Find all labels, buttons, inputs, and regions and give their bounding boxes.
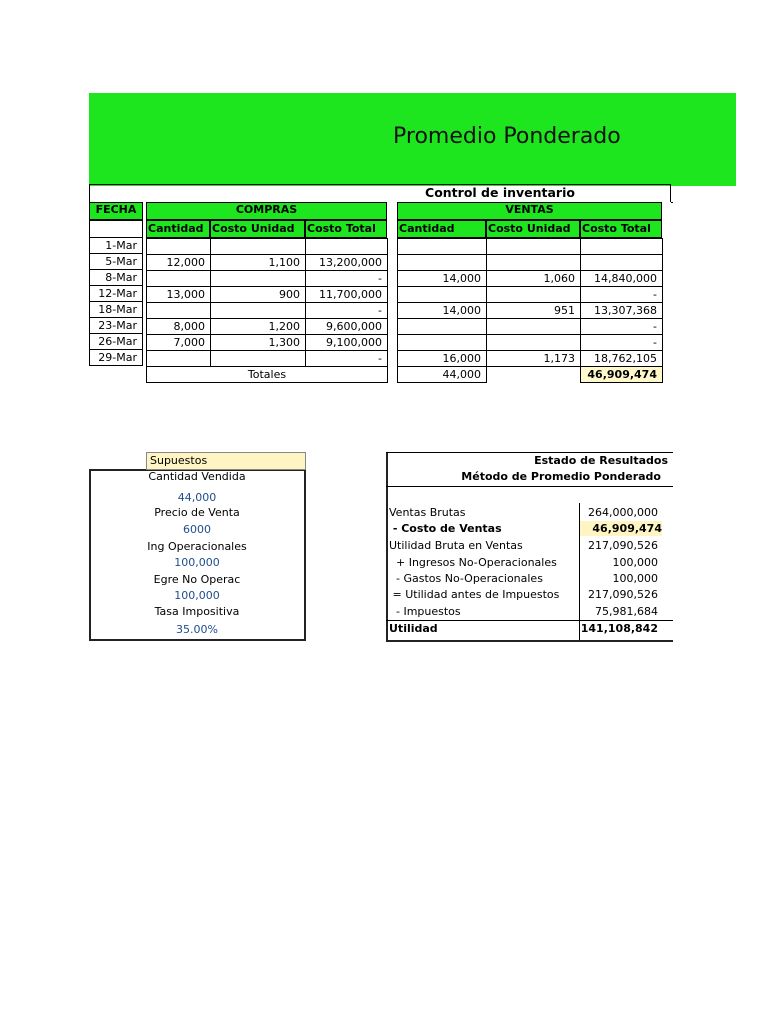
cell — [581, 239, 663, 255]
utilidad-rule — [386, 620, 673, 621]
table-row — [147, 255, 388, 271]
cell: - — [581, 319, 663, 335]
cell — [487, 287, 581, 303]
table-row — [398, 351, 663, 367]
supuesto-value: 44,000 — [177, 491, 217, 504]
cell: 900 — [211, 287, 306, 303]
cell — [147, 303, 211, 319]
fecha-cell: 1-Mar — [90, 238, 143, 254]
estado-line-label: Ventas Brutas — [389, 506, 466, 519]
cell: 13,000 — [147, 287, 211, 303]
estado-line-label: - Gastos No-Operacionales — [389, 572, 543, 585]
cell — [487, 319, 581, 335]
cell: - — [306, 351, 388, 367]
supuesto-label: Ing Operacionales — [147, 540, 247, 553]
compras-costo-total-header: Costo Total — [305, 220, 387, 238]
inventory-heading: Control de inventario — [89, 184, 671, 202]
cell — [211, 351, 306, 367]
fecha-cell: 8-Mar — [90, 270, 143, 286]
cell — [398, 239, 487, 255]
supuestos-header: Supuestos — [146, 452, 306, 470]
estado-line-value: 75,981,684 — [595, 605, 658, 618]
cell — [211, 303, 306, 319]
cell — [147, 239, 211, 255]
cell: 951 — [487, 303, 581, 319]
supuesto-label: Tasa Impositiva — [154, 605, 240, 618]
cell: 1,060 — [487, 271, 581, 287]
estado-line-value: 217,090,526 — [588, 539, 658, 552]
supuesto-value: 35.00% — [176, 623, 218, 636]
table-row — [147, 271, 388, 287]
page-title: Promedio Ponderado — [393, 124, 621, 149]
supuesto-value: 6000 — [183, 523, 211, 536]
cell — [147, 271, 211, 287]
cell — [306, 239, 388, 255]
estado-subtitle: Método de Promedio Ponderado — [461, 470, 661, 483]
cell — [487, 255, 581, 271]
fecha-table — [89, 220, 143, 366]
estado-line-label: - Costo de Ventas — [389, 522, 502, 535]
totales-label: Totales — [147, 367, 388, 383]
estado-line-value: 141,108,842 — [580, 622, 658, 635]
table-row — [147, 319, 388, 335]
table-row — [398, 255, 663, 271]
cell — [398, 255, 487, 271]
fecha-blank — [90, 221, 143, 238]
table-row — [147, 303, 388, 319]
estado-line-label: - Impuestos — [389, 605, 461, 618]
table-row — [147, 287, 388, 303]
cell: 9,100,000 — [306, 335, 388, 351]
table-row — [147, 239, 388, 255]
estado-line-value: 264,000,000 — [588, 506, 658, 519]
cell — [398, 335, 487, 351]
ventas-header: VENTAS — [397, 202, 662, 220]
ventas-costo-total-header: Costo Total — [580, 220, 662, 238]
estado-title: Estado de Resultados — [534, 454, 668, 467]
cell — [581, 255, 663, 271]
cell: 13,200,000 — [306, 255, 388, 271]
compras-table — [146, 238, 388, 383]
cell: 14,840,000 — [581, 271, 663, 287]
table-row — [398, 319, 663, 335]
table-row — [147, 335, 388, 351]
totales-row — [147, 367, 388, 383]
cell: 11,700,000 — [306, 287, 388, 303]
supuesto-value: 100,000 — [174, 589, 220, 602]
cell: 14,000 — [398, 271, 487, 287]
estado-line-label: Utilidad Bruta en Ventas — [389, 539, 523, 552]
fecha-cell: 29-Mar — [90, 350, 143, 366]
cell — [147, 351, 211, 367]
table-row — [398, 287, 663, 303]
estado-header-rule — [386, 486, 673, 487]
ventas-costo-unidad-header: Costo Unidad — [486, 220, 580, 238]
estado-bottom-border — [386, 640, 673, 642]
table-row — [398, 271, 663, 287]
estado-line-label: + Ingresos No-Operacionales — [389, 556, 557, 569]
compras-cantidad-header: Cantidad — [146, 220, 210, 238]
compras-header: COMPRAS — [146, 202, 387, 220]
supuesto-value: 100,000 — [174, 556, 220, 569]
cell — [487, 335, 581, 351]
cell: 16,000 — [398, 351, 487, 367]
estado-line-value: 100,000 — [612, 556, 658, 569]
cell: 14,000 — [398, 303, 487, 319]
cell: - — [581, 287, 663, 303]
cell — [487, 239, 581, 255]
cell: 9,600,000 — [306, 319, 388, 335]
estado-line-label: = Utilidad antes de Impuestos — [389, 588, 560, 601]
estado-line-label: Utilidad — [389, 622, 438, 635]
table-row — [398, 239, 663, 255]
estado-line-value: 100,000 — [612, 572, 658, 585]
cell: 1,200 — [211, 319, 306, 335]
totales-row — [398, 367, 663, 383]
heading-rule — [671, 202, 673, 203]
cell — [211, 239, 306, 255]
cell: 1,100 — [211, 255, 306, 271]
table-row — [398, 303, 663, 319]
fecha-cell: 26-Mar — [90, 334, 143, 350]
cell: 18,762,105 — [581, 351, 663, 367]
estado-title-wrap — [388, 453, 668, 468]
compras-costo-unidad-header: Costo Unidad — [210, 220, 305, 238]
supuesto-label: Precio de Venta — [154, 506, 240, 519]
cell: 13,307,368 — [581, 303, 663, 319]
supuesto-label: Egre No Operac — [153, 573, 241, 586]
cell — [398, 287, 487, 303]
cell — [211, 271, 306, 287]
cell: 1,300 — [211, 335, 306, 351]
fecha-cell: 23-Mar — [90, 318, 143, 334]
cell: 7,000 — [147, 335, 211, 351]
table-row — [398, 335, 663, 351]
total-costo-ventas: 46,909,474 — [581, 367, 663, 383]
cell: - — [581, 335, 663, 351]
cell: 12,000 — [147, 255, 211, 271]
table-row — [147, 351, 388, 367]
supuesto-label: Cantidad Vendida — [148, 470, 246, 483]
ventas-table — [397, 238, 663, 383]
fecha-header: FECHA — [89, 202, 143, 220]
fecha-cell: 12-Mar — [90, 286, 143, 302]
cell — [487, 367, 581, 383]
cell — [398, 319, 487, 335]
fecha-cell: 5-Mar — [90, 254, 143, 270]
ventas-cantidad-header: Cantidad — [397, 220, 486, 238]
estado-line-value: 217,090,526 — [588, 588, 658, 601]
cell: 8,000 — [147, 319, 211, 335]
cell: - — [306, 271, 388, 287]
total-ventas-cantidad: 44,000 — [398, 367, 487, 383]
cell: 1,173 — [487, 351, 581, 367]
estado-line-value: 46,909,474 — [580, 521, 662, 536]
fecha-cell: 18-Mar — [90, 302, 143, 318]
cell: - — [306, 303, 388, 319]
